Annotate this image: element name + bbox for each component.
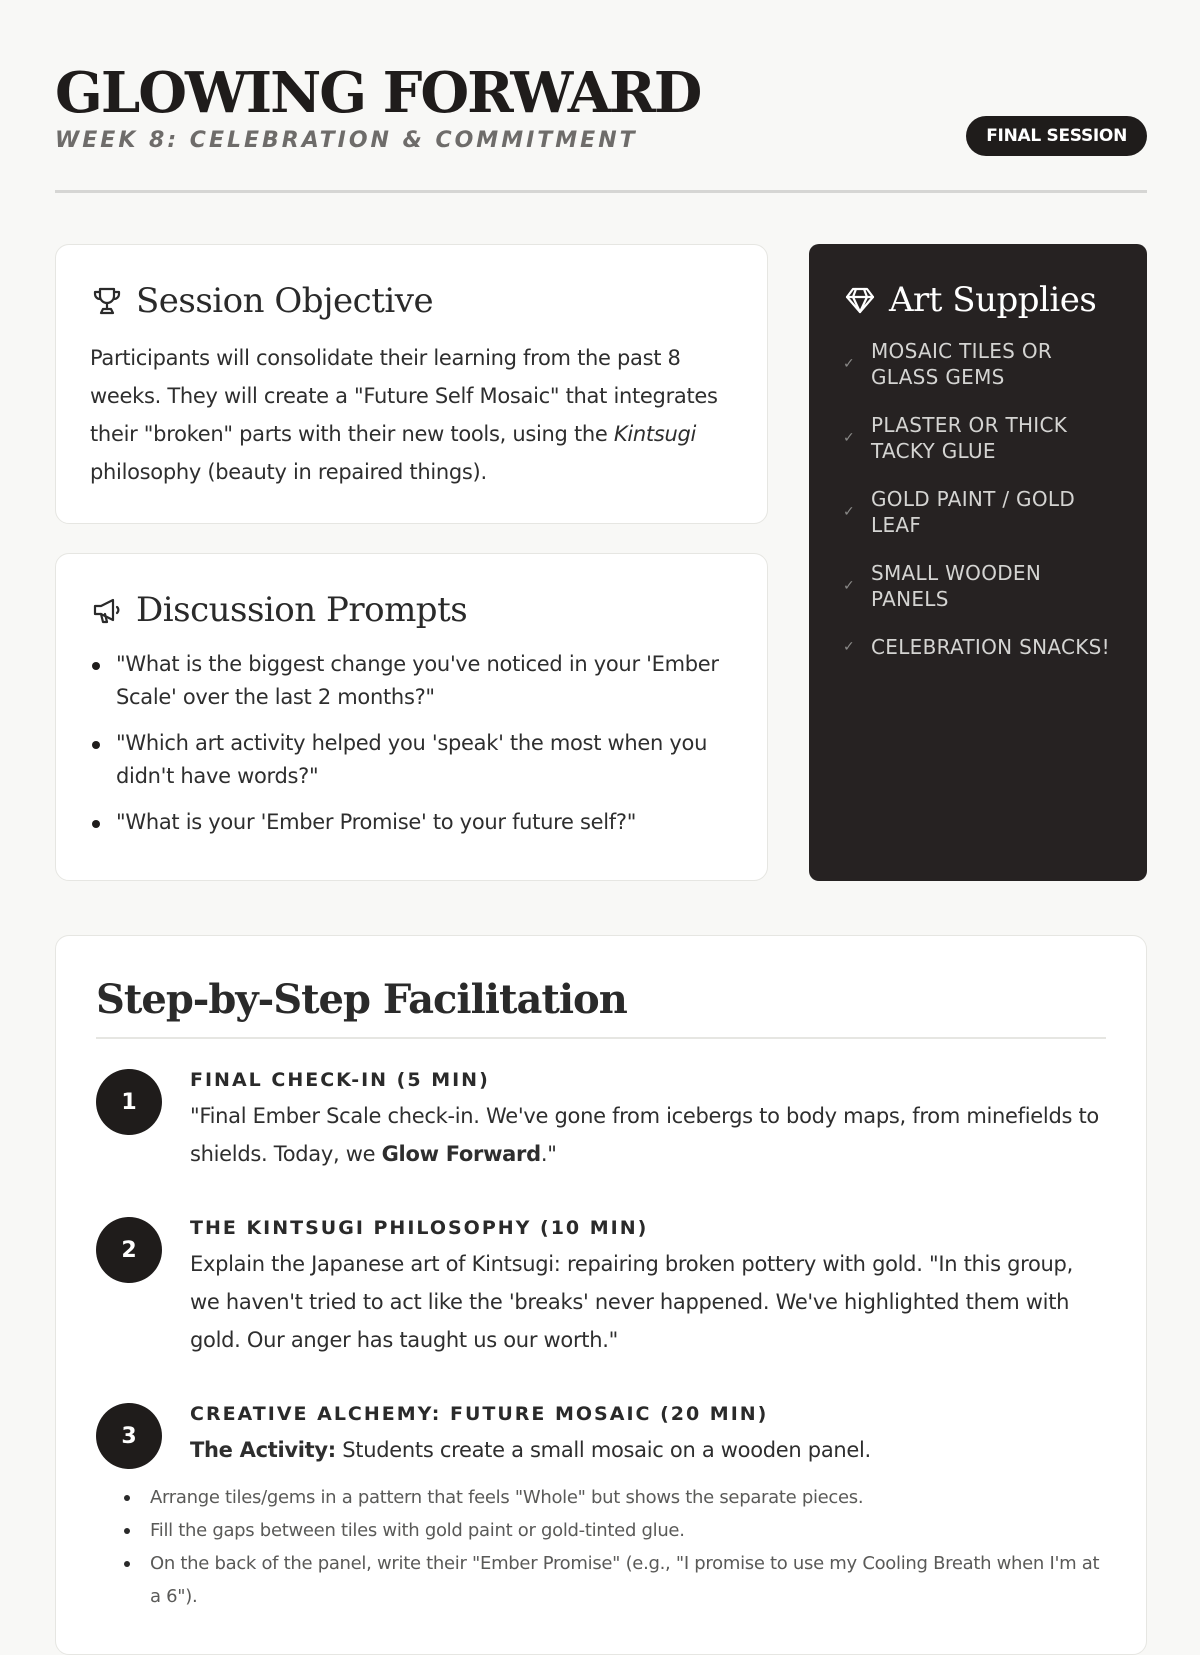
supply-item <box>843 634 1113 660</box>
supply-item-label: SMALL WOODEN PANELS <box>871 561 1042 611</box>
step-item <box>96 1215 1106 1359</box>
supply-item-label: PLASTER OR THICK TACKY GLUE <box>871 413 1068 463</box>
page <box>55 0 1147 1607</box>
step-description <box>190 1431 1106 1469</box>
objective-text-part: Participants will consolidate their learning from the past 8 weeks. They will create a "Future Self Mosaic" that integrates their "broken" parts with their new tools, using the <box>90 346 718 446</box>
prompt-list <box>90 648 733 839</box>
check-icon: ✓ <box>843 578 855 594</box>
page-title: GLOWING FORWARD <box>55 60 701 126</box>
discussion-prompts-title: Discussion Prompts <box>136 590 468 630</box>
step-title: FINAL CHECK-IN (5 MIN) <box>190 1069 490 1091</box>
prompt-item: "Which art activity helped you 'speak' the most when you didn't have words?" <box>90 727 733 793</box>
step-description-bold: The Activity: <box>190 1438 336 1462</box>
session-objective-heading <box>90 281 733 321</box>
session-objective-text <box>90 339 733 491</box>
discussion-prompts-heading <box>90 590 733 630</box>
step-description-part: Students create a small mosaic on a wooden panel. <box>335 1438 871 1462</box>
supply-item-label: CELEBRATION SNACKS! <box>871 635 1110 659</box>
discussion-prompts-card <box>55 553 768 881</box>
supply-list <box>843 338 1113 660</box>
step-item <box>96 1067 1106 1173</box>
supply-item-label: MOSAIC TILES OR GLASS GEMS <box>871 339 1053 389</box>
step-description-bold: Glow Forward <box>381 1142 541 1166</box>
session-badge: FINAL SESSION <box>966 116 1147 156</box>
supply-item-label: GOLD PAINT / GOLD LEAF <box>871 487 1076 537</box>
megaphone-icon <box>90 593 124 627</box>
activity-sub-item: Fill the gaps between tiles with gold paint or gold-tinted glue. <box>122 1514 1106 1547</box>
step-title: CREATIVE ALCHEMY: FUTURE MOSAIC (20 MIN) <box>190 1403 769 1425</box>
step-description: Explain the Japanese art of Kintsugi: repairing broken pottery with gold. "In this group, we haven't tried to act like the 'breaks' never happened. We've highlighted them with gold. Our anger has taught us our worth." <box>190 1252 1073 1352</box>
supply-item <box>843 486 1113 538</box>
step-number: 1 <box>96 1069 162 1135</box>
check-icon: ✓ <box>843 356 855 372</box>
facilitation-card <box>55 935 1147 1655</box>
gem-icon <box>843 283 877 317</box>
page-subtitle: WEEK 8: CELEBRATION & COMMITMENT <box>55 128 638 153</box>
session-objective-title: Session Objective <box>136 281 434 321</box>
check-icon: ✓ <box>843 430 855 446</box>
step-description-part: "Final Ember Scale check-in. We've gone from icebergs to body maps, from minefields to shields. Today, we <box>190 1104 1099 1166</box>
step-item <box>96 1401 1106 1469</box>
step-description-part: ." <box>540 1142 557 1166</box>
step-title: THE KINTSUGI PHILOSOPHY (10 MIN) <box>190 1217 649 1239</box>
supply-item <box>843 412 1113 464</box>
step-number: 2 <box>96 1217 162 1283</box>
activity-sub-list <box>96 1481 1106 1613</box>
objective-text-emphasis: Kintsugi <box>613 422 697 446</box>
activity-sub-item: Arrange tiles/gems in a pattern that feels "Whole" but shows the separate pieces. <box>122 1481 1106 1514</box>
trophy-icon <box>90 284 124 318</box>
supply-item <box>843 338 1113 390</box>
session-objective-card <box>55 244 768 524</box>
prompt-item: "What is your 'Ember Promise' to your future self?" <box>90 806 733 839</box>
activity-sub-item: On the back of the panel, write their "Ember Promise" (e.g., "I promise to use my Cooling Breath when I'm at a 6"). <box>122 1547 1106 1613</box>
step-description <box>190 1097 1106 1173</box>
step-number: 3 <box>96 1403 162 1469</box>
art-supplies-heading <box>843 280 1113 320</box>
page-header <box>55 58 1147 193</box>
prompt-item: "What is the biggest change you've noticed in your 'Ember Scale' over the last 2 months?" <box>90 648 733 714</box>
supply-item <box>843 560 1113 612</box>
art-supplies-title: Art Supplies <box>889 280 1097 320</box>
check-icon: ✓ <box>843 639 855 655</box>
art-supplies-card <box>809 244 1147 881</box>
objective-text-part: philosophy (beauty in repaired things). <box>90 460 487 484</box>
check-icon: ✓ <box>843 504 855 520</box>
facilitation-title: Step-by-Step Facilitation <box>96 976 1106 1039</box>
